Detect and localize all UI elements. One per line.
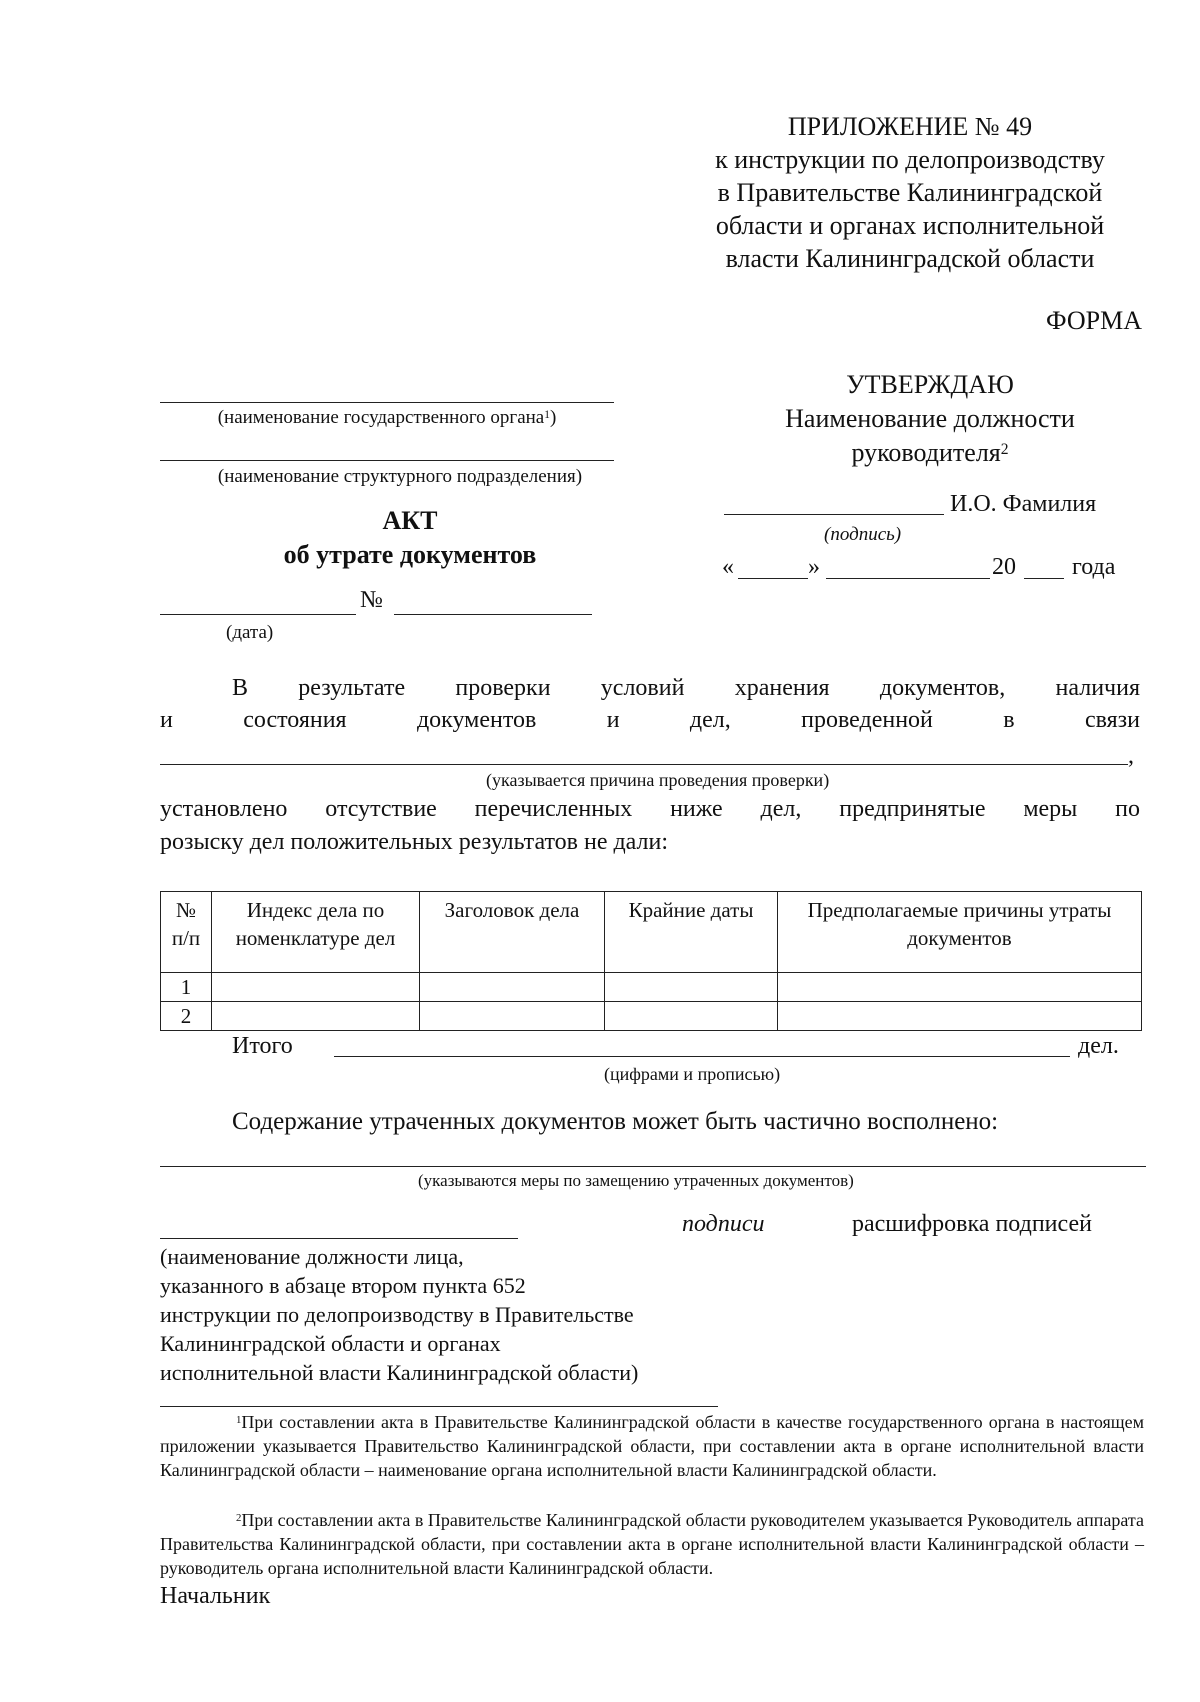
col-header-index: Индекс дела по номенклатуре дел bbox=[212, 892, 420, 973]
paragraph-line: розыску дел положительных результатов не дали: bbox=[160, 829, 669, 855]
date-open-quote: « bbox=[722, 554, 734, 580]
approval-block bbox=[740, 368, 1120, 470]
act-subtitle: об утрате документов bbox=[283, 540, 537, 569]
restore-line bbox=[160, 1166, 1146, 1167]
reason-comma: , bbox=[1128, 743, 1134, 769]
date-caption: (дата) bbox=[226, 622, 274, 643]
year-suffix: года bbox=[1072, 554, 1116, 580]
paragraph-line: и состояния документов и дел, проведенной в связи bbox=[160, 707, 1140, 733]
number-sign: № bbox=[360, 587, 383, 613]
table-cell bbox=[212, 973, 420, 1002]
table-cell bbox=[778, 1002, 1142, 1031]
footnote-1: $^1$При составлении акта в Правительстве Калининградской области в качестве государственного органа в настоящем приложении указывается Правительство Калининградской области, при составлении акта в органе исполнительной власти Калининградской области – наименование органа исполнительной власти Калининградской области. bbox=[160, 1412, 1144, 1480]
reason-line bbox=[160, 764, 1128, 765]
table-cell: 1 bbox=[161, 973, 212, 1002]
month-line bbox=[826, 578, 990, 579]
approval-name: И.О. Фамилия bbox=[950, 491, 1097, 517]
signatures-label: подписи bbox=[682, 1211, 765, 1237]
unit-name-line bbox=[160, 460, 614, 461]
table-header-row bbox=[161, 892, 1142, 973]
table-cell bbox=[420, 973, 605, 1002]
appendix-line: власти Калининградской области bbox=[725, 244, 1095, 273]
footnote-separator bbox=[160, 1406, 718, 1407]
table-cell bbox=[778, 973, 1142, 1002]
appendix-header bbox=[680, 110, 1140, 275]
org-caption: (наименование государственного органа$^1$) bbox=[217, 407, 557, 428]
number-line bbox=[394, 614, 592, 615]
date-line bbox=[160, 614, 356, 615]
documents-table bbox=[160, 891, 1142, 1031]
approval-title: УТВЕРЖДАЮ bbox=[846, 370, 1014, 399]
total-caption: (цифрами и прописью) bbox=[604, 1064, 781, 1084]
col-header-dates: Крайние даты bbox=[605, 892, 778, 973]
decoding-label: расшифровка подписей bbox=[852, 1211, 1092, 1237]
table-cell bbox=[605, 973, 778, 1002]
year-line bbox=[1024, 578, 1064, 579]
table-row bbox=[161, 1002, 1142, 1031]
position-line bbox=[160, 1238, 518, 1239]
approval-signature-line bbox=[724, 514, 944, 515]
unit-caption: (наименование структурного подразделения) bbox=[217, 466, 583, 487]
col-header-title: Заголовок дела bbox=[420, 892, 605, 973]
table-cell bbox=[212, 1002, 420, 1031]
restore-text: Содержание утраченных документов может быть частично восполнено: bbox=[232, 1108, 999, 1135]
table-cell bbox=[420, 1002, 605, 1031]
caption-line: Калининградской области и органах bbox=[160, 1331, 501, 1356]
total-label: Итого bbox=[232, 1033, 293, 1059]
day-line bbox=[738, 578, 808, 579]
reason-caption: (указывается причина проведения проверки) bbox=[486, 770, 830, 790]
footnote-2: $^2$При составлении акта в Правительстве Калининградской области руководителем указывается Руководитель аппарата Правительства Калининградской области, при составлении акта в органе исполнительной власти Калининградской области – руководитель органа исполнительной власти Калининградской области. bbox=[160, 1510, 1144, 1578]
total-unit: дел. bbox=[1078, 1033, 1119, 1059]
act-title: АКТ bbox=[382, 506, 438, 535]
appendix-line: области и органах исполнительной bbox=[715, 211, 1105, 240]
signature-caption: (подпись) bbox=[824, 524, 902, 545]
appendix-title: ПРИЛОЖЕНИЕ № 49 bbox=[787, 112, 1033, 141]
org-name-line bbox=[160, 402, 614, 403]
caption-line: указанного в абзаце втором пункта 652 bbox=[160, 1273, 526, 1298]
approval-position: руководителя$^2$ bbox=[851, 438, 1009, 467]
date-close-quote: » bbox=[808, 554, 820, 580]
total-line bbox=[334, 1056, 1070, 1057]
appendix-line: к инструкции по делопроизводству bbox=[715, 145, 1105, 174]
caption-line: исполнительной власти Калининградской области) bbox=[160, 1360, 639, 1385]
caption-line: инструкции по делопроизводству в Правительстве bbox=[160, 1302, 634, 1327]
caption-line: (наименование должности лица, bbox=[160, 1244, 464, 1269]
col-header-number: № п/п bbox=[161, 892, 212, 973]
col-header-reasons: Предполагаемые причины утраты документов bbox=[778, 892, 1142, 973]
paragraph-line: В результате проверки условий хранения документов, наличия bbox=[232, 675, 1140, 701]
table-cell bbox=[605, 1002, 778, 1031]
approval-position: Наименование должности bbox=[785, 404, 1075, 433]
table-cell: 2 bbox=[161, 1002, 212, 1031]
restore-caption: (указываются меры по замещению утраченных документов) bbox=[418, 1171, 854, 1190]
paragraph-line: установлено отсутствие перечисленных ниже дел, предпринятые меры по bbox=[160, 796, 1140, 822]
form-label: ФОРМА bbox=[1046, 306, 1142, 335]
table-row bbox=[161, 973, 1142, 1002]
closing-text: Начальник bbox=[160, 1583, 271, 1609]
position-caption bbox=[160, 1242, 638, 1387]
appendix-line: в Правительстве Калининградской bbox=[717, 178, 1103, 207]
year-prefix: 20 bbox=[992, 554, 1016, 580]
